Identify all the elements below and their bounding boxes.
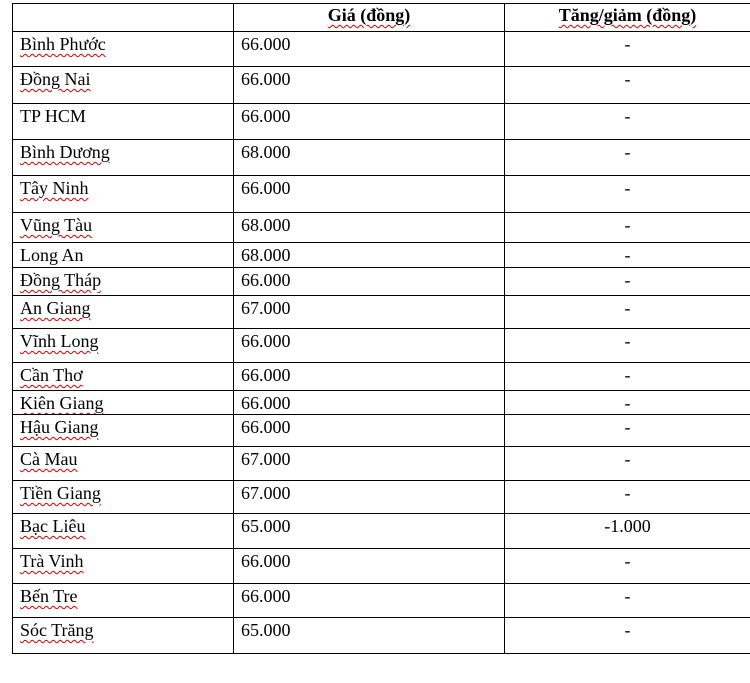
table-row: [13, 104, 750, 140]
table-row: [13, 140, 750, 176]
price-cell: 67.000: [234, 296, 505, 329]
table-row: [13, 296, 750, 329]
province-cell: TP HCM: [13, 104, 234, 140]
price-cell: 66.000: [234, 391, 505, 415]
price-cell: 66.000: [234, 415, 505, 447]
price-cell: 66.000: [234, 32, 505, 67]
table-row: [13, 549, 750, 584]
table-row: [13, 481, 750, 514]
change-cell: -: [505, 584, 750, 618]
province-cell: Đồng Tháp: [13, 268, 234, 296]
province-cell: Hậu Giang: [13, 415, 234, 447]
province-cell: Cà Mau: [13, 447, 234, 481]
table-row: [13, 415, 750, 447]
table-row: [13, 32, 750, 67]
province-cell: Cần Thơ: [13, 363, 234, 391]
province-cell: Sóc Trăng: [13, 618, 234, 654]
province-cell: Tây Ninh: [13, 176, 234, 213]
price-cell: 66.000: [234, 549, 505, 584]
change-cell: -: [505, 447, 750, 481]
price-cell: 66.000: [234, 584, 505, 618]
change-cell: -: [505, 296, 750, 329]
province-cell: Trà Vinh: [13, 549, 234, 584]
province-cell: Bình Phước: [13, 32, 234, 67]
province-cell: Bình Dương: [13, 140, 234, 176]
province-cell: An Giang: [13, 296, 234, 329]
price-cell: 67.000: [234, 447, 505, 481]
province-cell: Đồng Nai: [13, 67, 234, 104]
table-row: [13, 391, 750, 415]
change-cell: -: [505, 415, 750, 447]
price-cell: 66.000: [234, 329, 505, 363]
price-cell: 66.000: [234, 363, 505, 391]
table-row: [13, 618, 750, 654]
price-cell: 66.000: [234, 268, 505, 296]
change-cell: -: [505, 32, 750, 67]
price-cell: 65.000: [234, 514, 505, 549]
change-cell: -: [505, 243, 750, 268]
change-cell: -: [505, 268, 750, 296]
price-cell: 68.000: [234, 213, 505, 243]
table-header-row: [13, 4, 750, 32]
price-cell: 66.000: [234, 104, 505, 140]
province-cell: Long An: [13, 243, 234, 268]
table-row: [13, 176, 750, 213]
change-cell: -: [505, 140, 750, 176]
table-row: [13, 584, 750, 618]
table-row: [13, 329, 750, 363]
change-cell: -: [505, 176, 750, 213]
province-cell: Vũng Tàu: [13, 213, 234, 243]
province-cell: Bạc Liêu: [13, 514, 234, 549]
change-cell: -: [505, 481, 750, 514]
change-cell: -: [505, 391, 750, 415]
change-cell: -: [505, 329, 750, 363]
table-row: [13, 213, 750, 243]
header-change: Tăng/giảm (đồng): [505, 4, 750, 32]
province-cell: Tiền Giang: [13, 481, 234, 514]
change-cell: -: [505, 104, 750, 140]
change-cell: -1.000: [505, 514, 750, 549]
table-row: [13, 514, 750, 549]
change-cell: -: [505, 213, 750, 243]
table-row: [13, 243, 750, 268]
change-cell: -: [505, 67, 750, 104]
change-cell: -: [505, 618, 750, 654]
price-table: [12, 3, 750, 654]
price-cell: 66.000: [234, 67, 505, 104]
province-cell: Vĩnh Long: [13, 329, 234, 363]
header-price: Giá (đồng): [234, 4, 505, 32]
table-row: [13, 67, 750, 104]
table-row: [13, 268, 750, 296]
change-cell: -: [505, 363, 750, 391]
table-row: [13, 447, 750, 481]
price-cell: 65.000: [234, 618, 505, 654]
price-cell: 68.000: [234, 140, 505, 176]
header-province: [13, 4, 234, 32]
province-cell: Bến Tre: [13, 584, 234, 618]
province-cell: Kiên Giang: [13, 391, 234, 415]
price-cell: 68.000: [234, 243, 505, 268]
table-row: [13, 363, 750, 391]
change-cell: -: [505, 549, 750, 584]
price-cell: 66.000: [234, 176, 505, 213]
price-cell: 67.000: [234, 481, 505, 514]
